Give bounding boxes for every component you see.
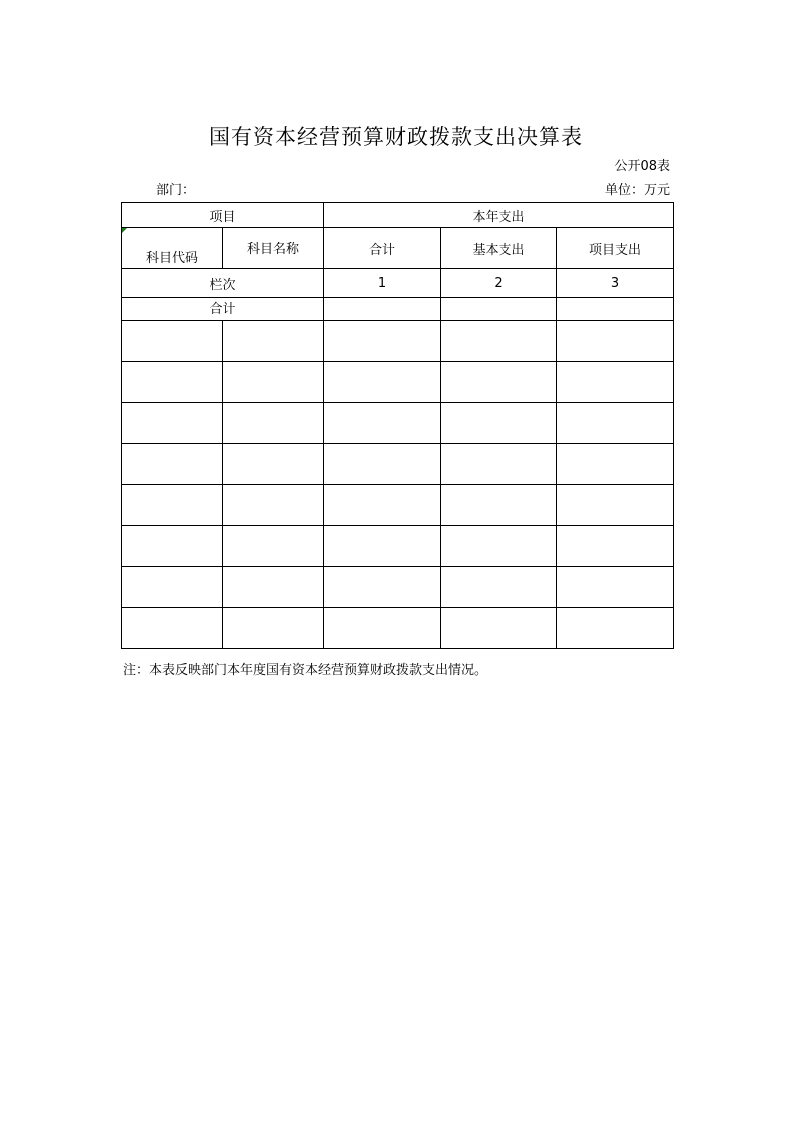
- row-project: [557, 362, 674, 403]
- row-total: [324, 526, 441, 567]
- total-row-basic: [441, 298, 557, 321]
- column-index-1: 1: [324, 269, 441, 298]
- header-current-year: 本年支出: [324, 203, 674, 228]
- expenditure-table: [121, 202, 674, 649]
- table-row: [122, 608, 674, 649]
- table-row: [122, 526, 674, 567]
- row-basic: [441, 608, 557, 649]
- row-project: [557, 403, 674, 444]
- row-subject-name: [223, 362, 324, 403]
- column-index-2: 2: [441, 269, 557, 298]
- row-subject-name: [223, 321, 324, 362]
- row-subject-name: [223, 485, 324, 526]
- department-label: 部门：: [156, 183, 196, 198]
- row-subject-code: [122, 362, 223, 403]
- header-project-expenditure: 项目支出: [557, 228, 674, 269]
- row-project: [557, 485, 674, 526]
- column-index-label: 栏次: [122, 269, 324, 298]
- header-total: 合计: [324, 228, 441, 269]
- row-project: [557, 321, 674, 362]
- page-title: 国有资本经营预算财政拨款支出决算表: [209, 125, 583, 149]
- row-subject-name: [223, 567, 324, 608]
- row-basic: [441, 526, 557, 567]
- row-subject-code: [122, 321, 223, 362]
- header-subject-code-label: 科目代码: [145, 251, 198, 266]
- row-basic: [441, 362, 557, 403]
- row-basic: [441, 485, 557, 526]
- row-total: [324, 444, 441, 485]
- row-basic: [441, 321, 557, 362]
- header-row-1: [122, 203, 674, 228]
- row-project: [557, 526, 674, 567]
- row-subject-name: [223, 403, 324, 444]
- row-subject-code: [122, 444, 223, 485]
- table-row: [122, 362, 674, 403]
- table-row: [122, 321, 674, 362]
- row-project: [557, 608, 674, 649]
- form-code: 公开08表: [614, 159, 670, 174]
- row-subject-code: [122, 608, 223, 649]
- row-subject-name: [223, 526, 324, 567]
- row-total: [324, 485, 441, 526]
- row-subject-code: [122, 567, 223, 608]
- row-total: [324, 362, 441, 403]
- footnote: 注：本表反映部门本年度国有资本经营预算财政拨款支出情况。: [123, 663, 488, 678]
- table-row: [122, 403, 674, 444]
- row-project: [557, 567, 674, 608]
- column-index-row: [122, 269, 674, 298]
- header-subject-name-label: 科目名称: [247, 242, 300, 257]
- row-project: [557, 444, 674, 485]
- row-total: [324, 321, 441, 362]
- row-basic: [441, 444, 557, 485]
- header-basic-expenditure: 基本支出: [441, 228, 557, 269]
- total-row: [122, 298, 674, 321]
- row-subject-code: [122, 403, 223, 444]
- total-row-total: [324, 298, 441, 321]
- table-row: [122, 567, 674, 608]
- cell-comment-marker: [122, 228, 127, 233]
- row-subject-code: [122, 485, 223, 526]
- total-row-project: [557, 298, 674, 321]
- total-row-label: 合计: [122, 298, 324, 321]
- row-subject-name: [223, 608, 324, 649]
- header-subject-name: [223, 228, 324, 269]
- column-index-3: 3: [557, 269, 674, 298]
- row-subject-name: [223, 444, 324, 485]
- header-row-2: [122, 228, 674, 269]
- row-total: [324, 608, 441, 649]
- row-total: [324, 403, 441, 444]
- unit-label: 单位：万元: [604, 183, 670, 198]
- row-subject-code: [122, 526, 223, 567]
- row-total: [324, 567, 441, 608]
- header-item: 项目: [122, 203, 324, 228]
- table-row: [122, 485, 674, 526]
- row-basic: [441, 567, 557, 608]
- header-subject-code: [122, 228, 223, 269]
- row-basic: [441, 403, 557, 444]
- table-row: [122, 444, 674, 485]
